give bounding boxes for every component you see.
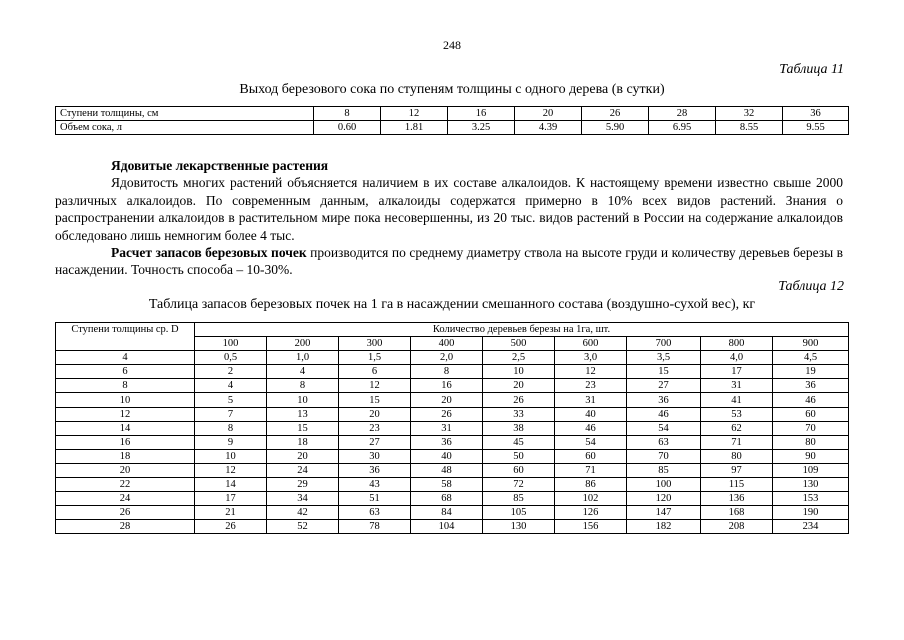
table-cell: 1,0	[267, 351, 339, 365]
header-thickness: Ступени толщины ср. D	[56, 323, 195, 351]
table-cell: 30	[339, 449, 411, 463]
table-cell: 21	[195, 506, 267, 520]
table-cell: 234	[773, 520, 849, 534]
table-cell: 85	[483, 492, 555, 506]
table-cell: 6.95	[649, 121, 716, 135]
table-cell: 190	[773, 506, 849, 520]
table-cell: 20	[483, 379, 555, 393]
table-row	[56, 365, 849, 379]
table-cell: 12	[195, 463, 267, 477]
row-label: 28	[56, 520, 195, 534]
table-cell: 20	[267, 449, 339, 463]
row-label: 16	[56, 435, 195, 449]
table-cell: 26	[483, 393, 555, 407]
row-label: 14	[56, 421, 195, 435]
table-cell: 4,0	[701, 351, 773, 365]
table-row	[56, 121, 849, 135]
paragraph-alkaloids: Ядовитость многих растений объясняется наличием в их составе алкалоидов. К настоящему времени известно свыше 2000 различных алкалоидов. По современным данным, алкалоиды содержатся примерно в 10% всех видов растений. Знания о распространении алкалоидов в растительном мире пока несовершенны, из 20 тыс. видов растений в России на содержание алкалоидов обследовано лишь немногим более 4 тыс.	[55, 175, 843, 243]
column-header: 500	[483, 337, 555, 351]
page-number: 248	[443, 38, 461, 52]
table-cell: 40	[411, 449, 483, 463]
table-row	[56, 520, 849, 534]
table-cell: 5	[195, 393, 267, 407]
row-label: 10	[56, 393, 195, 407]
table-cell: 102	[555, 492, 627, 506]
table-cell: 31	[701, 379, 773, 393]
table-cell: 8	[195, 421, 267, 435]
table-cell: 63	[339, 506, 411, 520]
table-cell: 17	[701, 365, 773, 379]
table-cell: 46	[627, 407, 701, 421]
row-label: Ступени толщины, см	[56, 107, 314, 121]
table-cell: 36	[773, 379, 849, 393]
table-cell: 43	[339, 478, 411, 492]
table-cell: 78	[339, 520, 411, 534]
table-row	[56, 478, 849, 492]
row-label: 24	[56, 492, 195, 506]
table-cell: 27	[627, 379, 701, 393]
row-label: 8	[56, 379, 195, 393]
table-cell: 20	[515, 107, 582, 121]
table-cell: 156	[555, 520, 627, 534]
column-header: 700	[627, 337, 701, 351]
table-cell: 10	[195, 449, 267, 463]
table-row	[56, 463, 849, 477]
table-cell: 1,5	[339, 351, 411, 365]
row-label: 20	[56, 463, 195, 477]
table-cell: 10	[483, 365, 555, 379]
table-cell: 26	[195, 520, 267, 534]
table-row	[56, 107, 849, 121]
table-cell: 12	[381, 107, 448, 121]
table-cell: 17	[195, 492, 267, 506]
table-cell: 46	[555, 421, 627, 435]
row-label: Объем сока, л	[56, 121, 314, 135]
table-cell: 5.90	[582, 121, 649, 135]
table-cell: 100	[627, 478, 701, 492]
column-header: 400	[411, 337, 483, 351]
table-cell: 24	[267, 463, 339, 477]
table-cell: 33	[483, 407, 555, 421]
table-cell: 4,5	[773, 351, 849, 365]
table-cell: 58	[411, 478, 483, 492]
paragraph-buds	[55, 244, 843, 279]
table-cell: 54	[555, 435, 627, 449]
table-cell: 23	[555, 379, 627, 393]
table-cell: 153	[773, 492, 849, 506]
table-cell: 48	[411, 463, 483, 477]
table-cell: 6	[339, 365, 411, 379]
table-cell: 90	[773, 449, 849, 463]
table-cell: 60	[773, 407, 849, 421]
table-cell: 36	[627, 393, 701, 407]
table-cell: 31	[411, 421, 483, 435]
table-cell: 130	[483, 520, 555, 534]
table-cell: 32	[716, 107, 783, 121]
table-cell: 27	[339, 435, 411, 449]
table-row	[56, 393, 849, 407]
table-cell: 54	[627, 421, 701, 435]
table12	[55, 322, 849, 534]
table-cell: 53	[701, 407, 773, 421]
table-cell: 8	[411, 365, 483, 379]
table-cell: 3,5	[627, 351, 701, 365]
table-cell: 97	[701, 463, 773, 477]
section-heading: Ядовитые лекарственные растения	[111, 158, 329, 173]
row-label: 12	[56, 407, 195, 421]
header-row	[56, 323, 849, 337]
row-label: 6	[56, 365, 195, 379]
table-cell: 136	[701, 492, 773, 506]
table-cell: 70	[627, 449, 701, 463]
table-cell: 28	[649, 107, 716, 121]
table-cell: 80	[773, 435, 849, 449]
paragraph-buds-bold: Расчет запасов березовых почек	[111, 245, 307, 261]
table-cell: 70	[773, 421, 849, 435]
table-cell: 8	[314, 107, 381, 121]
table-cell: 104	[411, 520, 483, 534]
table-cell: 84	[411, 506, 483, 520]
table-row	[56, 421, 849, 435]
table-cell: 4	[267, 365, 339, 379]
table-row	[56, 492, 849, 506]
table-cell: 29	[267, 478, 339, 492]
row-label: 22	[56, 478, 195, 492]
table-cell: 115	[701, 478, 773, 492]
table-cell: 9	[195, 435, 267, 449]
table-cell: 45	[483, 435, 555, 449]
table-cell: 34	[267, 492, 339, 506]
table-cell: 14	[195, 478, 267, 492]
table-cell: 13	[267, 407, 339, 421]
table-cell: 130	[773, 478, 849, 492]
table-cell: 16	[448, 107, 515, 121]
table-cell: 15	[339, 393, 411, 407]
table-cell: 8	[267, 379, 339, 393]
table-row	[56, 407, 849, 421]
table-cell: 20	[339, 407, 411, 421]
table-cell: 36	[783, 107, 849, 121]
column-header: 100	[195, 337, 267, 351]
table-cell: 62	[701, 421, 773, 435]
table11-title: Выход березового сока по ступеням толщины с одного дерева (в сутки)	[239, 82, 665, 97]
table-cell: 12	[555, 365, 627, 379]
column-header: 600	[555, 337, 627, 351]
row-label: 4	[56, 351, 195, 365]
table-cell: 105	[483, 506, 555, 520]
table-cell: 12	[339, 379, 411, 393]
paragraph-buds-rest: производится по среднему диаметру ствола на высоте груди и количеству деревьев березы в насаждении. Точность способа – 10-30%.	[55, 245, 843, 278]
row-label: 18	[56, 449, 195, 463]
table-cell: 3.25	[448, 121, 515, 135]
table-cell: 41	[701, 393, 773, 407]
table-cell: 72	[483, 478, 555, 492]
table-cell: 31	[555, 393, 627, 407]
table-cell: 85	[627, 463, 701, 477]
table-cell: 18	[267, 435, 339, 449]
table-cell: 9.55	[783, 121, 849, 135]
table-cell: 2,5	[483, 351, 555, 365]
table-cell: 0,5	[195, 351, 267, 365]
table-cell: 26	[582, 107, 649, 121]
table-cell: 40	[555, 407, 627, 421]
column-header: 200	[267, 337, 339, 351]
table-cell: 15	[627, 365, 701, 379]
table-cell: 38	[483, 421, 555, 435]
table-cell: 15	[267, 421, 339, 435]
table-cell: 20	[411, 393, 483, 407]
column-header: 300	[339, 337, 411, 351]
table-cell: 51	[339, 492, 411, 506]
table-cell: 42	[267, 506, 339, 520]
table-cell: 60	[483, 463, 555, 477]
table-cell: 120	[627, 492, 701, 506]
table-cell: 1.81	[381, 121, 448, 135]
table-cell: 60	[555, 449, 627, 463]
table-cell: 0.60	[314, 121, 381, 135]
table-cell: 2	[195, 365, 267, 379]
table-row	[56, 379, 849, 393]
table-cell: 147	[627, 506, 701, 520]
table-cell: 4	[195, 379, 267, 393]
table11	[55, 106, 849, 135]
table-cell: 46	[773, 393, 849, 407]
table-cell: 2,0	[411, 351, 483, 365]
table-cell: 68	[411, 492, 483, 506]
table-cell: 26	[411, 407, 483, 421]
table-cell: 8.55	[716, 121, 783, 135]
table-cell: 52	[267, 520, 339, 534]
table-cell: 50	[483, 449, 555, 463]
table12-caption: Таблица 12	[778, 279, 844, 294]
table-cell: 7	[195, 407, 267, 421]
table-cell: 126	[555, 506, 627, 520]
column-header: 800	[701, 337, 773, 351]
table-cell: 182	[627, 520, 701, 534]
table-cell: 168	[701, 506, 773, 520]
table-cell: 86	[555, 478, 627, 492]
table-cell: 109	[773, 463, 849, 477]
table-cell: 63	[627, 435, 701, 449]
table-cell: 4.39	[515, 121, 582, 135]
table-row	[56, 351, 849, 365]
table-cell: 71	[701, 435, 773, 449]
table-cell: 36	[339, 463, 411, 477]
header-tree-count: Количество деревьев березы на 1га, шт.	[195, 323, 849, 337]
table11-caption: Таблица 11	[779, 62, 844, 77]
column-header: 900	[773, 337, 849, 351]
table-cell: 36	[411, 435, 483, 449]
table-cell: 71	[555, 463, 627, 477]
table-row	[56, 449, 849, 463]
table-cell: 208	[701, 520, 773, 534]
row-label: 26	[56, 506, 195, 520]
table-cell: 23	[339, 421, 411, 435]
table-cell: 3,0	[555, 351, 627, 365]
table-cell: 80	[701, 449, 773, 463]
table-cell: 19	[773, 365, 849, 379]
table-row	[56, 506, 849, 520]
body-section	[55, 157, 843, 279]
table-cell: 10	[267, 393, 339, 407]
table12-title: Таблица запасов березовых почек на 1 га в насаждении смешанного состава (воздушно-сухой вес), кг	[148, 297, 756, 312]
table-cell: 16	[411, 379, 483, 393]
table-row	[56, 435, 849, 449]
